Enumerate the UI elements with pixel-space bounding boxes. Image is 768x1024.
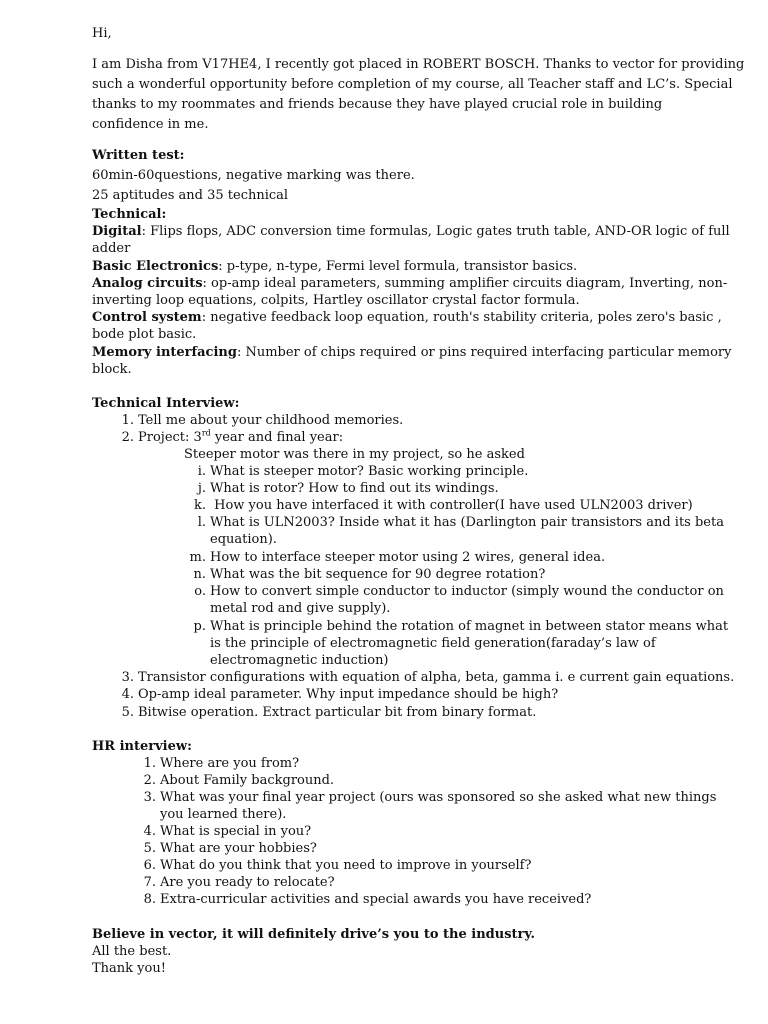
sub-i-text: What is steeper motor? Basic working principle. — [210, 464, 529, 479]
sub-k-label: k. — [193, 498, 206, 513]
sub-question-p-cont-1: is the principle of electromagnetic field generation(faraday’s law of — [210, 636, 656, 651]
hr-question-3 — [134, 789, 716, 806]
hr-question-2 — [134, 772, 334, 789]
sub-question-j — [184, 480, 499, 497]
hr-q7-number: 7. — [143, 875, 156, 890]
memory-text: : Number of chips required or pins required interfacing particular memory — [236, 345, 732, 360]
closing-thanks: Thank you! — [92, 961, 166, 976]
control-label: Control system — [92, 310, 202, 325]
analog-line-2: inverting loop equations, colpits, Hartley oscillator crystal factor formula. — [92, 293, 580, 308]
tech-q1-text: Tell me about your childhood memories. — [138, 413, 404, 428]
basic-electronics-text: : p-type, n-type, Fermi level formula, transistor basics. — [218, 259, 578, 274]
digital-text: : Flips flops, ADC conversion time formulas, Logic gates truth table, AND-OR logic of full — [141, 224, 730, 239]
sub-question-l — [184, 514, 724, 531]
tech-q1-number: 1. — [121, 413, 134, 428]
hr-question-3-cont: you learned there). — [160, 807, 287, 822]
sub-l-text: What is ULN2003? Inside what it has (Darlington pair transistors and its beta — [210, 515, 724, 530]
memory-line-2: block. — [92, 362, 132, 377]
closing-best: All the best. — [92, 944, 172, 959]
tech-q2-text: Project: 3 — [138, 430, 202, 445]
basic-electronics-line — [92, 258, 577, 275]
tech-q5-number: 5. — [121, 705, 134, 720]
hr-q7-text: Are you ready to relocate? — [160, 875, 335, 890]
digital-label: Digital — [92, 224, 142, 239]
hr-q8-text: Extra-curricular activities and special awards you have received? — [160, 892, 592, 907]
sub-o-text: How to convert simple conductor to inductor (simply wound the conductor on — [210, 584, 724, 599]
intro-line-4: confidence in me. — [92, 117, 209, 132]
tech-q4-text: Op-amp ideal parameter. Why input impedance should be high? — [138, 687, 559, 702]
control-line-1 — [92, 309, 722, 326]
closing-believe: Believe in vector, it will definitely drive’s you to the industry. — [92, 927, 535, 942]
sub-p-label: p. — [193, 619, 206, 634]
analog-text: : op-amp ideal parameters, summing amplifier circuits diagram, Inverting, non- — [202, 276, 728, 291]
sub-question-p-cont-2: electromagnetic induction) — [210, 653, 389, 668]
hr-q4-text: What is special in you? — [160, 824, 312, 839]
sub-question-k — [184, 497, 693, 514]
intro-line-1: I am Disha from V17HE4, I recently got placed in ROBERT BOSCH. Thanks to vector for providing — [92, 57, 745, 72]
hr-q4-number: 4. — [143, 824, 156, 839]
tech-q3-text: Transistor configurations with equation of alpha, beta, gamma i. e current gain equations. — [138, 670, 735, 685]
hr-question-1 — [134, 755, 299, 772]
sub-i-label: i. — [197, 464, 206, 479]
sub-l-label: l. — [197, 515, 206, 530]
hr-q6-number: 6. — [143, 858, 156, 873]
basic-electronics-label: Basic Electronics — [92, 259, 219, 274]
memory-label: Memory interfacing — [92, 345, 237, 360]
sub-question-p — [184, 618, 728, 635]
intro-line-2: such a wonderful opportunity before completion of my course, all Teacher staff and LC’s. Special — [92, 77, 733, 92]
tech-q2-superscript: rd — [201, 428, 211, 438]
sub-p-text: What is principle behind the rotation of magnet in between stator means what — [210, 619, 729, 634]
digital-line-1 — [92, 223, 730, 240]
hr-q1-number: 1. — [143, 756, 156, 771]
sub-m-label: m. — [189, 550, 206, 565]
written-test-line-1: 60min-60questions, negative marking was there. — [92, 168, 415, 183]
digital-line-2: adder — [92, 241, 131, 256]
sub-question-o-cont: metal rod and give supply). — [210, 601, 391, 616]
tech-q3-number: 3. — [121, 670, 134, 685]
sub-question-l-cont: equation). — [210, 532, 277, 547]
technical-heading: Technical: — [92, 207, 167, 222]
analog-line-1 — [92, 275, 727, 292]
control-text: : negative feedback loop equation, routh's stability criteria, poles zero's basic , — [201, 310, 722, 325]
hr-question-4 — [134, 823, 311, 840]
hr-question-7 — [134, 874, 335, 891]
hr-question-8 — [134, 891, 591, 908]
tech-question-1 — [112, 412, 403, 429]
intro-line-3: thanks to my roommates and friends because they have played crucial role in building — [92, 97, 663, 112]
memory-line-1 — [92, 344, 731, 361]
sub-n-text: What was the bit sequence for 90 degree rotation? — [210, 567, 546, 582]
sub-question-m — [184, 549, 605, 566]
technical-interview-heading: Technical Interview: — [92, 396, 240, 411]
hr-q1-text: Where are you from? — [160, 756, 300, 771]
sub-m-text: How to interface steeper motor using 2 wires, general idea. — [210, 550, 606, 565]
written-test-line-2: 25 aptitudes and 35 technical — [92, 188, 289, 203]
hr-q3-text: What was your final year project (ours was sponsored so she asked what new things — [160, 790, 717, 805]
sub-o-label: o. — [194, 584, 206, 599]
tech-q2-number: 2. — [121, 430, 134, 445]
sub-question-o — [184, 583, 724, 600]
sub-k-text: How you have interfaced it with controller(I have used ULN2003 driver) — [210, 498, 693, 513]
hr-q5-text: What are your hobbies? — [160, 841, 317, 856]
tech-question-3 — [112, 669, 734, 686]
sub-question-i — [184, 463, 528, 480]
tech-question-2 — [112, 429, 343, 446]
hr-q6-text: What do you think that you need to improve in yourself? — [160, 858, 532, 873]
hr-question-5 — [134, 840, 317, 857]
hr-q2-number: 2. — [143, 773, 156, 788]
hr-interview-heading: HR interview: — [92, 739, 192, 754]
sub-n-label: n. — [193, 567, 206, 582]
greeting: Hi, — [92, 26, 112, 41]
tech-question-4 — [112, 686, 558, 703]
hr-q3-number: 3. — [143, 790, 156, 805]
sub-j-text: What is rotor? How to find out its windings. — [210, 481, 499, 496]
analog-label: Analog circuits — [92, 276, 203, 291]
hr-q5-number: 5. — [143, 841, 156, 856]
hr-q2-text: About Family background. — [160, 773, 335, 788]
control-line-2: bode plot basic. — [92, 327, 197, 342]
tech-q5-text: Bitwise operation. Extract particular bit from binary format. — [138, 705, 537, 720]
project-intro: Steeper motor was there in my project, so he asked — [184, 447, 525, 462]
tech-q4-number: 4. — [121, 687, 134, 702]
sub-question-n — [184, 566, 545, 583]
hr-q8-number: 8. — [143, 892, 156, 907]
written-test-heading: Written test: — [92, 148, 185, 163]
tech-q2-text-after: year and final year: — [210, 430, 344, 445]
tech-question-5 — [112, 704, 536, 721]
sub-j-label: j. — [197, 481, 206, 496]
hr-question-6 — [134, 857, 531, 874]
